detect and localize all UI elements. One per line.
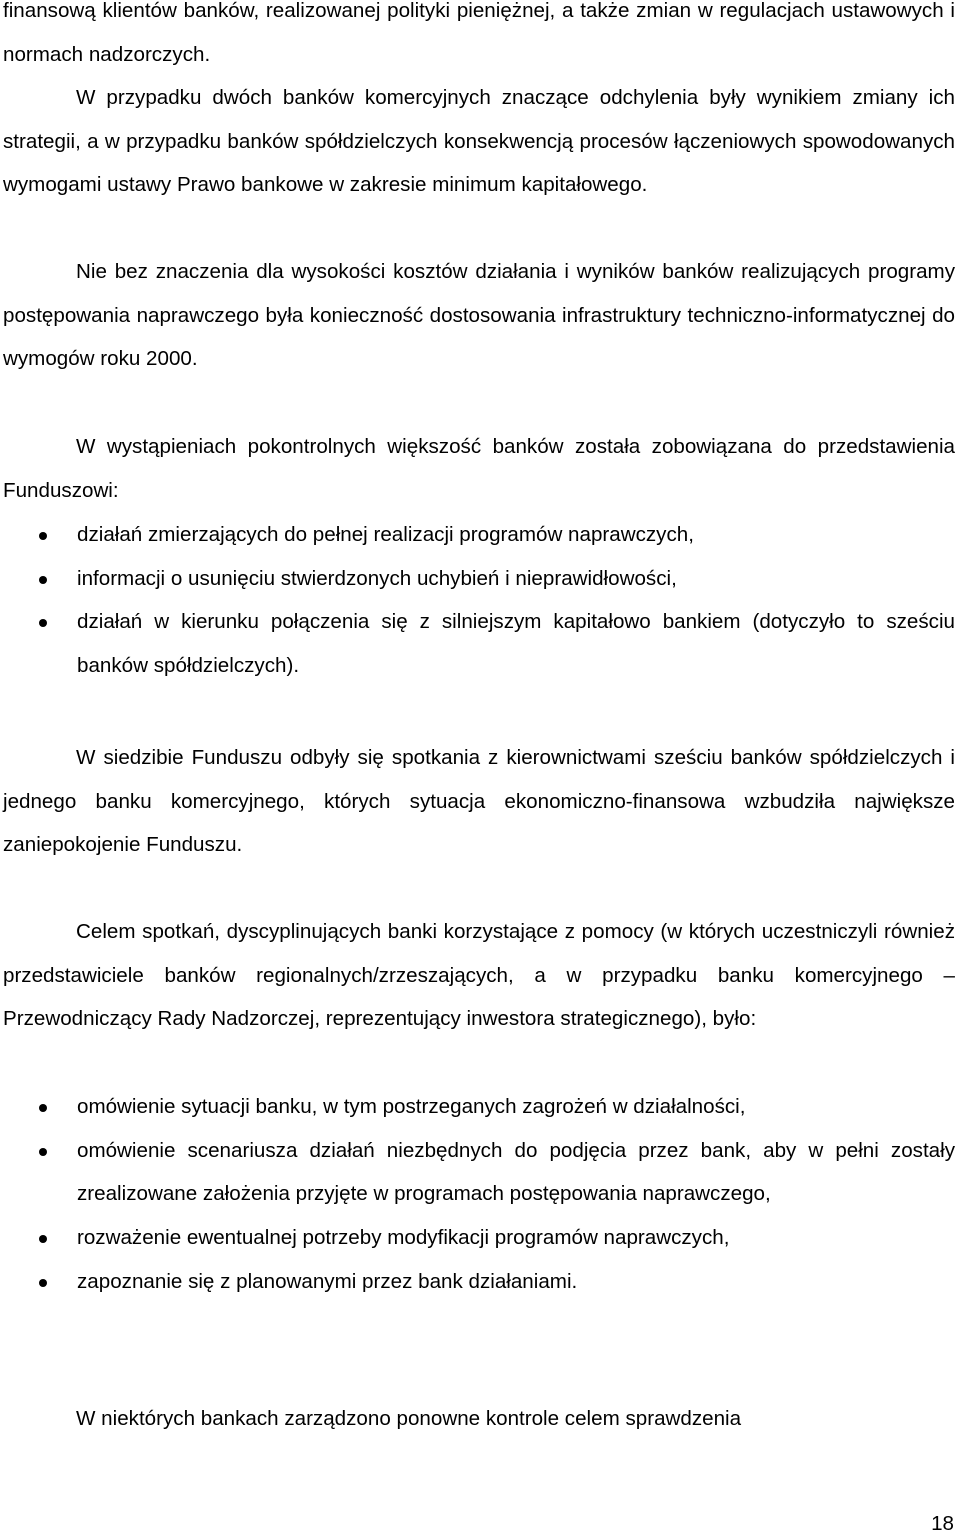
list-item-text: informacji o usunięciu stwierdzonych uchybień i nieprawidłowości, xyxy=(77,566,677,590)
list-item xyxy=(3,557,955,601)
paragraph-continuation: finansową klientów banków, realizowanej polityki pieniężnej, a także zmian w regulacjach ustawowych i normach nadzorczych. xyxy=(3,0,955,66)
paragraph-meetings: W siedzibie Funduszu odbyły się spotkania z kierownictwami sześciu banków spółdzielczych i jednego banku komercyjnego, których sytuacja ekonomiczno-finansowa wzbudziła największe zaniepokojenie Funduszu. xyxy=(3,746,955,857)
page-number: 18 xyxy=(931,1512,954,1535)
list-item xyxy=(3,513,955,557)
list-item xyxy=(3,1260,955,1304)
post-audit-list xyxy=(3,513,955,688)
bullet-icon xyxy=(39,1235,47,1243)
paragraph-commercial-banks: W przypadku dwóch banków komercyjnych znaczące odchylenia były wynikiem zmiany ich strategii, a w przypadku banków spółdzielczych konsekwencją procesów łączeniowych spowodowanych wymogami ustawy Prawo bankowe w zakresie minimum kapitałowego. xyxy=(3,86,955,197)
bullet-icon xyxy=(39,532,47,540)
bullet-icon xyxy=(39,576,47,584)
list-item xyxy=(3,1085,955,1129)
bullet-icon xyxy=(39,1104,47,1112)
meeting-goals-list xyxy=(3,1085,955,1304)
paragraph-post-audit: W wystąpieniach pokontrolnych większość banków została zobowiązana do przedstawienia Funduszowi: xyxy=(3,435,955,502)
paragraph-repeat-audits: W niektórych bankach zarządzono ponowne kontrole celem sprawdzenia xyxy=(76,1407,742,1430)
paragraph-y2k-costs: Nie bez znaczenia dla wysokości kosztów działania i wyników banków realizujących programy postępowania naprawczego była konieczność dostosowania infrastruktury techniczno-informatycznej do wymogów roku 2000. xyxy=(3,260,955,371)
paragraph-meeting-goals: Celem spotkań, dyscyplinujących banki korzystające z pomocy (w których uczestniczyli również przedstawiciele banków regionalnych/zrzeszających, a w przypadku banku komercyjnego – Przewodniczący Rady Nadzorczej, reprezentujący inwestora strategicznego), było: xyxy=(3,920,955,1031)
bullet-icon xyxy=(39,1279,47,1287)
list-item-text: działań w kierunku połączenia się z silniejszym kapitałowo bankiem (dotyczyło to sześciu banków spółdzielczych). xyxy=(77,610,955,678)
bullet-icon xyxy=(39,1148,47,1156)
list-item-text: rozważenie ewentualnej potrzeby modyfikacji programów naprawczych, xyxy=(77,1226,730,1250)
list-item-text: omówienie scenariusza działań niezbędnych do podjęcia przez bank, aby w pełni zostały zrealizowane założenia przyjęte w programach postępowania naprawczego, xyxy=(77,1138,955,1206)
list-item-text: omówienie sytuacji banku, w tym postrzeganych zagrożeń w działalności, xyxy=(77,1095,746,1118)
list-item-text: zapoznanie się z planowanymi przez bank działaniami. xyxy=(77,1269,578,1293)
list-item xyxy=(3,1129,955,1216)
list-item-text: działań zmierzających do pełnej realizacji programów naprawczych, xyxy=(77,523,694,546)
list-item xyxy=(3,600,955,687)
list-item xyxy=(3,1216,955,1260)
bullet-icon xyxy=(39,619,47,627)
